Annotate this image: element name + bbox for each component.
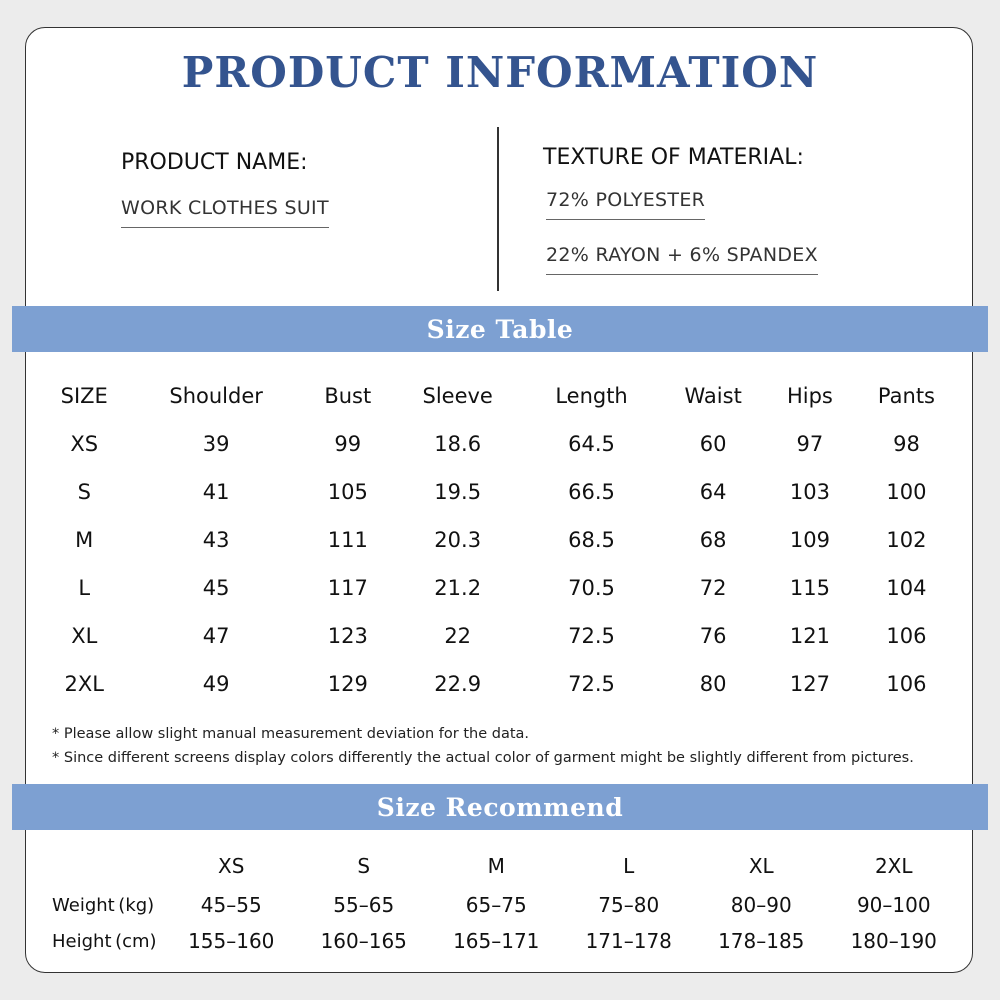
size-table-header-band: [12, 306, 988, 352]
measure-cell: 64: [699, 480, 727, 504]
range-cell: 65–75: [465, 893, 527, 917]
measure-cell: 111: [327, 528, 368, 552]
column-header: SIZE: [60, 384, 108, 408]
measure-cell: 19.5: [434, 480, 482, 504]
material-line-2: 22% RAYON + 6% SPANDEX: [546, 244, 818, 275]
table-row: [40, 923, 960, 959]
range-cell: 160–165: [320, 929, 407, 953]
recommend-size-header: XL: [748, 854, 774, 878]
table-row: [40, 564, 960, 612]
measure-cell: 68: [699, 528, 727, 552]
measure-cell: 22.9: [434, 672, 482, 696]
measure-cell: 20.3: [434, 528, 482, 552]
measure-cell: 127: [789, 672, 830, 696]
range-cell: 180–190: [850, 929, 937, 953]
table-row: [40, 660, 960, 708]
table-row: [40, 420, 960, 468]
measure-cell: 64.5: [568, 432, 615, 456]
corner-cell: [40, 845, 165, 887]
column-header: Hips: [786, 384, 833, 408]
table-row: [40, 516, 960, 564]
notes: [52, 722, 914, 770]
measure-cell: 123: [327, 624, 368, 648]
recommend-size-header: S: [357, 854, 371, 878]
material-label: TEXTURE OF MATERIAL:: [543, 145, 804, 170]
range-cell: 90–100: [856, 893, 931, 917]
column-header: Length: [555, 384, 628, 408]
size-cell: XL: [71, 624, 98, 648]
note-line: * Since different screens display colors differently the actual color of garment might be slightly different from pictures.: [52, 750, 914, 766]
range-cell: 165–171: [453, 929, 540, 953]
table-row: [40, 887, 960, 923]
measure-cell: 60: [699, 432, 727, 456]
measure-cell: 47: [202, 624, 230, 648]
measure-cell: 129: [327, 672, 368, 696]
measure-cell: 98: [893, 432, 920, 456]
recommend-size-header: 2XL: [874, 854, 913, 878]
range-cell: 178–185: [718, 929, 805, 953]
table-row: [40, 612, 960, 660]
measure-cell: 117: [327, 576, 368, 600]
size-cell: S: [77, 480, 91, 504]
measure-cell: 45: [202, 576, 230, 600]
measure-cell: 103: [789, 480, 830, 504]
measure-cell: 102: [886, 528, 927, 552]
measure-cell: 99: [334, 432, 362, 456]
range-cell: 55–65: [333, 893, 395, 917]
range-cell: 75–80: [598, 893, 660, 917]
range-cell: 155–160: [188, 929, 275, 953]
column-header: Pants: [877, 384, 935, 408]
measure-cell: 21.2: [434, 576, 482, 600]
range-cell: 45–55: [200, 893, 262, 917]
row-label: Height (cm): [52, 930, 157, 952]
size-table: [40, 372, 960, 708]
measure-cell: 72.5: [568, 624, 615, 648]
measure-cell: 109: [789, 528, 830, 552]
measure-cell: 22: [444, 624, 472, 648]
row-label: Weight (kg): [52, 894, 155, 916]
measure-cell: 97: [796, 432, 824, 456]
measure-cell: 80: [699, 672, 727, 696]
measure-cell: 39: [202, 432, 230, 456]
size-table-heading: Size Table: [426, 314, 574, 344]
measure-cell: 76: [699, 624, 727, 648]
measure-cell: 43: [202, 528, 230, 552]
measure-cell: 106: [886, 672, 927, 696]
size-cell: M: [75, 528, 94, 552]
column-header: Waist: [684, 384, 742, 408]
measure-cell: 106: [886, 624, 927, 648]
size-recommend-table: [40, 845, 960, 959]
column-header: Shoulder: [169, 384, 263, 408]
measure-cell: 70.5: [568, 576, 615, 600]
recommend-size-header: M: [487, 854, 505, 878]
note-line: * Please allow slight manual measurement deviation for the data.: [52, 726, 530, 742]
measure-cell: 100: [886, 480, 927, 504]
measure-cell: 104: [886, 576, 927, 600]
size-cell: 2XL: [64, 672, 104, 696]
column-header: Bust: [324, 384, 372, 408]
measure-cell: 18.6: [434, 432, 482, 456]
size-table-header-row: [40, 372, 960, 420]
recommend-size-header: XS: [218, 854, 245, 878]
product-name-label: PRODUCT NAME:: [121, 150, 308, 175]
size-recommend-header-band: [12, 784, 988, 830]
recommend-size-header: L: [623, 854, 635, 878]
measure-cell: 72.5: [568, 672, 615, 696]
measure-cell: 121: [789, 624, 830, 648]
size-recommend-heading: Size Recommend: [376, 792, 624, 822]
measure-cell: 49: [202, 672, 230, 696]
recommend-header-row: [40, 845, 960, 887]
measure-cell: 41: [202, 480, 230, 504]
range-cell: 80–90: [730, 893, 792, 917]
page-title: PRODUCT INFORMATION: [181, 48, 819, 97]
measure-cell: 68.5: [568, 528, 615, 552]
product-name-value: WORK CLOTHES SUIT: [121, 197, 329, 228]
column-header: Sleeve: [422, 384, 493, 408]
measure-cell: 105: [327, 480, 368, 504]
range-cell: 171–178: [585, 929, 672, 953]
measure-cell: 66.5: [568, 480, 615, 504]
size-cell: L: [78, 576, 91, 600]
material-line-1: 72% POLYESTER: [546, 189, 705, 220]
section-divider: [497, 127, 499, 291]
measure-cell: 115: [789, 576, 830, 600]
table-row: [40, 468, 960, 516]
measure-cell: 72: [699, 576, 727, 600]
size-cell: XS: [70, 432, 99, 456]
